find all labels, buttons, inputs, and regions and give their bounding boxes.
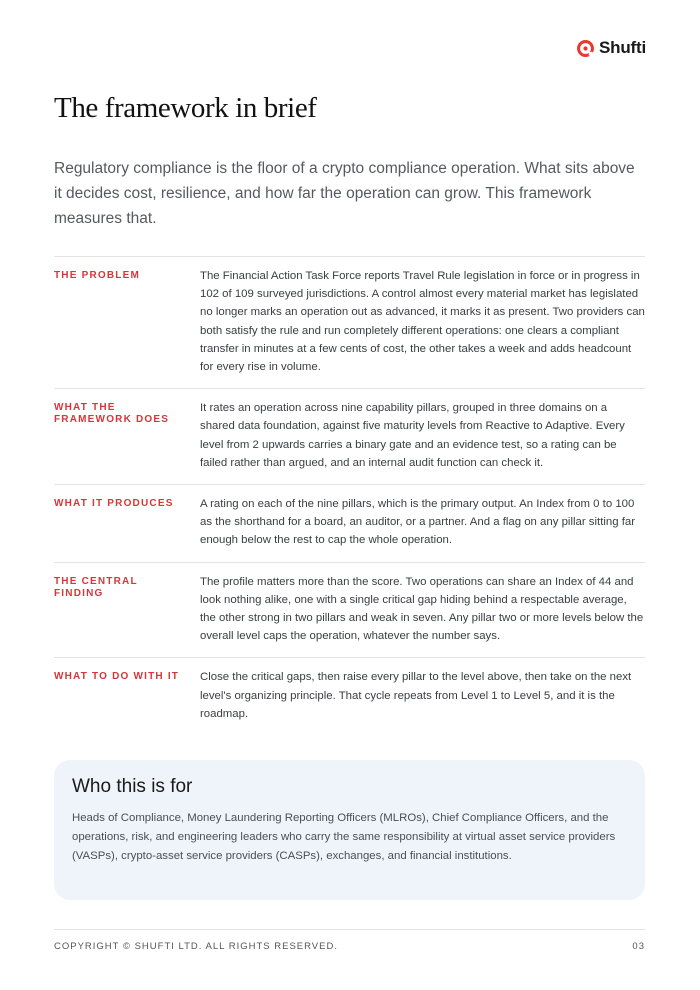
summary-row-produces bbox=[54, 485, 645, 563]
brand-name: Shufti bbox=[599, 38, 646, 57]
summary-row-framework-does bbox=[54, 389, 645, 485]
row-body: The profile matters more than the score. Two operations can share an Index of 44 and look nothing alike, one with a single critical gap hiding behind a respectable average, the other strong in two pillars and weak in seven. Any pillar two or more levels below the overall level caps the operation, whatever the number says. bbox=[200, 575, 644, 643]
row-label: THE CENTRAL FINDING bbox=[54, 575, 138, 599]
callout-body: Heads of Compliance, Money Laundering Reporting Officers (MLROs), Chief Compliance Officers, and the operations, risk, and engineering leaders who carry the same responsibility at virtual asset service providers (VASPs), crypto-asset service providers (CASPs), exchanges, and financial institutions. bbox=[72, 812, 616, 862]
intro-paragraph: Regulatory compliance is the floor of a crypto compliance operation. What sits above it decides cost, resilience, and how far the operation can grow. This framework measures that. bbox=[54, 160, 635, 227]
page-title: The framework in brief bbox=[54, 92, 317, 124]
framework-summary-table bbox=[54, 256, 645, 735]
row-label: WHAT IT PRODUCES bbox=[54, 498, 174, 510]
row-body: A rating on each of the nine pillars, which is the primary output. An Index from 0 to 100 as the shorthand for a board, an auditor, or a partner. And a flag on any pillar sitting far enough below the rest to cap the whole operation. bbox=[200, 498, 636, 547]
row-label: THE PROBLEM bbox=[54, 270, 140, 281]
summary-row-central-finding bbox=[54, 563, 645, 659]
row-label: WHAT TO DO WITH IT bbox=[54, 671, 180, 683]
row-body: It rates an operation across nine capability pillars, grouped in three domains on a shared data foundation, against five maturity levels from Reactive to Adaptive. Every level from 2 upwards carries a binary gate and an evidence test, so a rating can be failed rather than argued, and an internal audit function can check it. bbox=[200, 402, 625, 469]
row-label: WHAT THE FRAMEWORK DOES bbox=[54, 402, 170, 426]
row-body: Close the critical gaps, then raise every pillar to the level above, then take on the next level's organizing principle. That cycle repeats from Level 1 to Level 5, and it is the roadmap. bbox=[200, 671, 632, 720]
summary-row-problem bbox=[54, 257, 645, 389]
callout-title: Who this is for bbox=[72, 776, 193, 797]
summary-row-what-to-do bbox=[54, 658, 645, 735]
brand-logo bbox=[576, 38, 646, 58]
page-number: 03 bbox=[632, 941, 645, 952]
row-body: The Financial Action Task Force reports Travel Rule legislation in force or in progress in 102 of 109 surveyed jurisdictions. A control almost every material market has legislated no longer marks an operation out as advanced, it marks it as present. Two providers can both satisfy the rule and run completely different operations: one clears a compliant transfer in minutes at a few cents of cost, the other takes a week and adds headcount for every rise in volume. bbox=[200, 270, 645, 374]
footer-divider bbox=[54, 929, 645, 930]
audience-callout bbox=[54, 760, 645, 900]
shufti-logo-icon bbox=[576, 39, 595, 58]
footer-copyright: COPYRIGHT © SHUFTI LTD. ALL RIGHTS RESERVED. bbox=[54, 941, 338, 952]
